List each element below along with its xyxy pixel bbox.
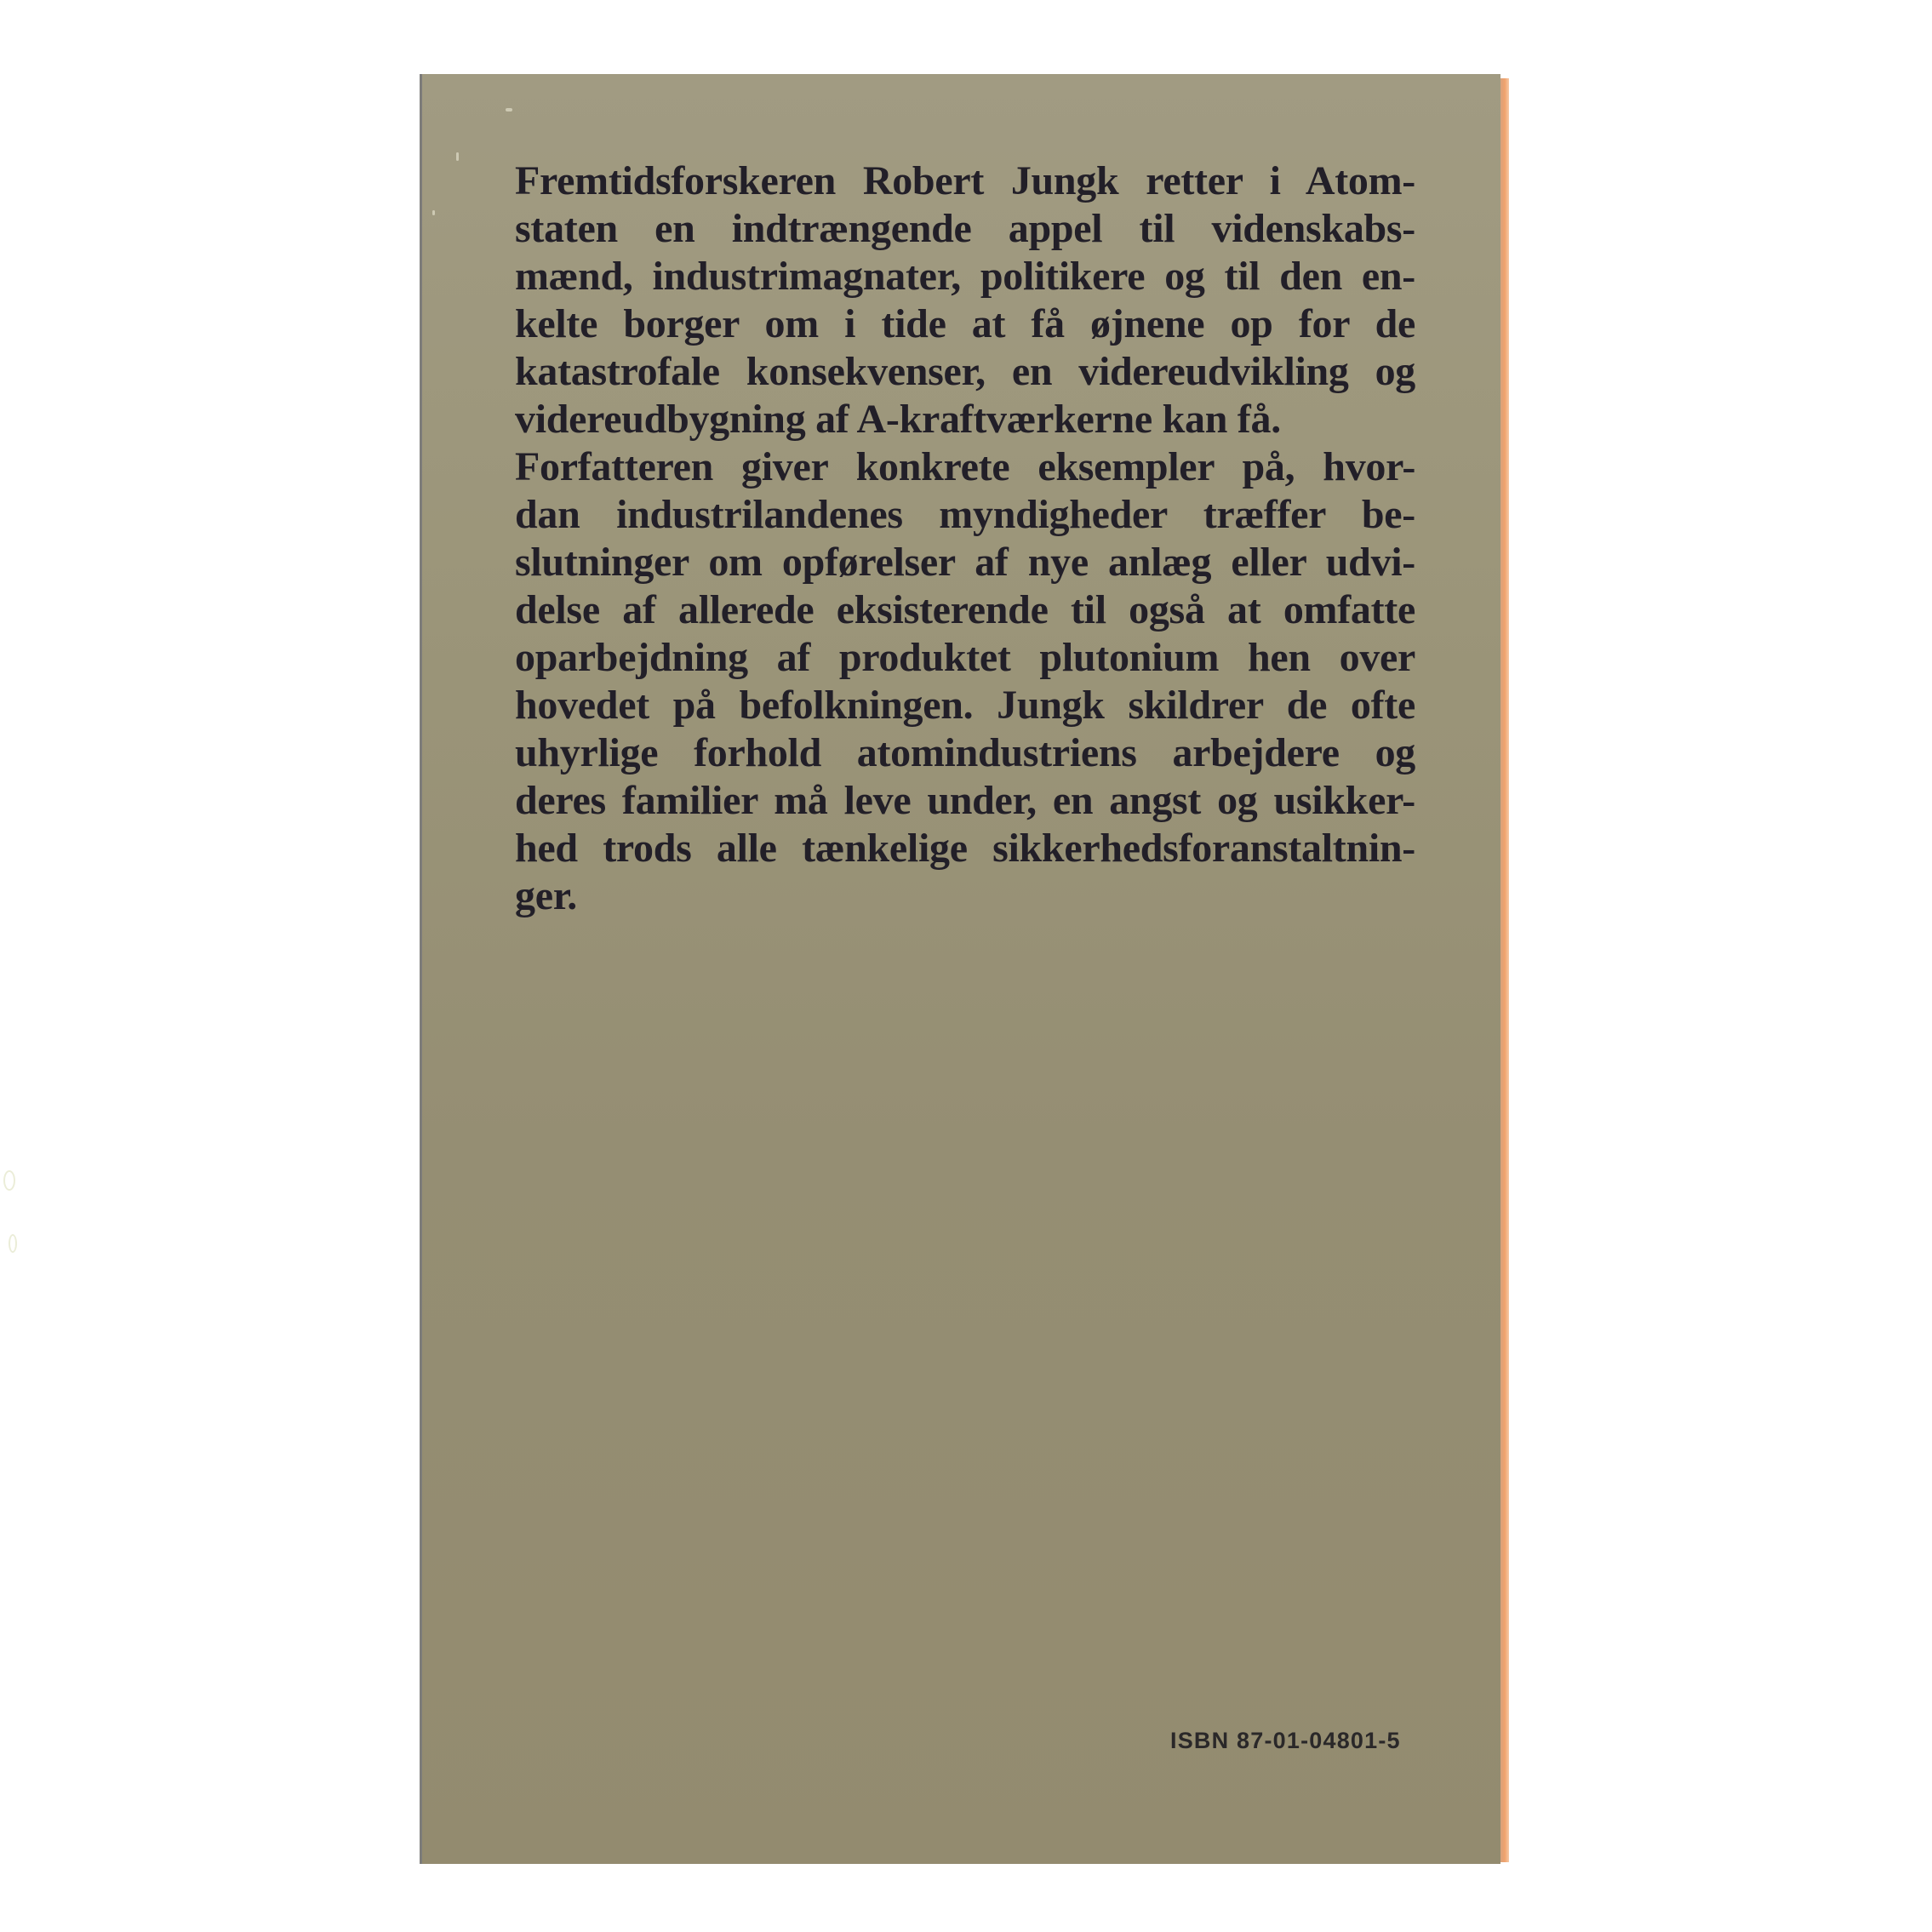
blurb-line: oparbejdning af produktet plutonium hen over	[515, 635, 1415, 680]
blurb-line: deres familier må leve under, en angst og usikker-	[515, 778, 1415, 823]
blurb-line: kelte borger om i tide at få øjnene op for de	[515, 301, 1415, 346]
blurb-line: hovedet på befolkningen. Jungk skildrer de ofte	[515, 683, 1415, 728]
cover-scuff	[506, 108, 512, 111]
blurb-line: dan industrilandenes myndigheder træffer be-	[515, 492, 1415, 537]
blurb-line: uhyrlige forhold atomindustriens arbejdere og	[515, 730, 1415, 775]
blurb-line: delse af allerede eksisterende til også at omfatte	[515, 587, 1415, 632]
cover-scuff	[432, 210, 435, 215]
blurb-line: ger.	[515, 873, 578, 918]
blurb-line: videreudbygning af A-kraftværkerne kan få.	[515, 397, 1281, 442]
paper-stain	[9, 1234, 17, 1253]
blurb-line: katastrofale konsekvenser, en videreudvikling og	[515, 349, 1415, 394]
blurb-line: mænd, industrimagnater, politikere og til den en-	[515, 254, 1415, 299]
blurb-line: slutninger om opførelser af nye anlæg eller udvi-	[515, 540, 1415, 585]
spine-edge	[1500, 78, 1509, 1862]
isbn-number: ISBN 87-01-04801-5	[1170, 1728, 1401, 1753]
book-back-cover	[420, 74, 1500, 1864]
cover-scuff	[456, 152, 459, 161]
paper-stain	[3, 1170, 15, 1191]
blurb-line: Forfatteren giver konkrete eksempler på, hvor-	[515, 444, 1415, 489]
blurb-line: hed trods alle tænkelige sikkerhedsforanstaltnin-	[515, 826, 1415, 871]
blurb-line: staten en indtrængende appel til videnskabs-	[515, 206, 1415, 251]
blurb-text	[515, 157, 1415, 920]
blurb-line: Fremtidsforskeren Robert Jungk retter i Atom-	[515, 158, 1415, 203]
